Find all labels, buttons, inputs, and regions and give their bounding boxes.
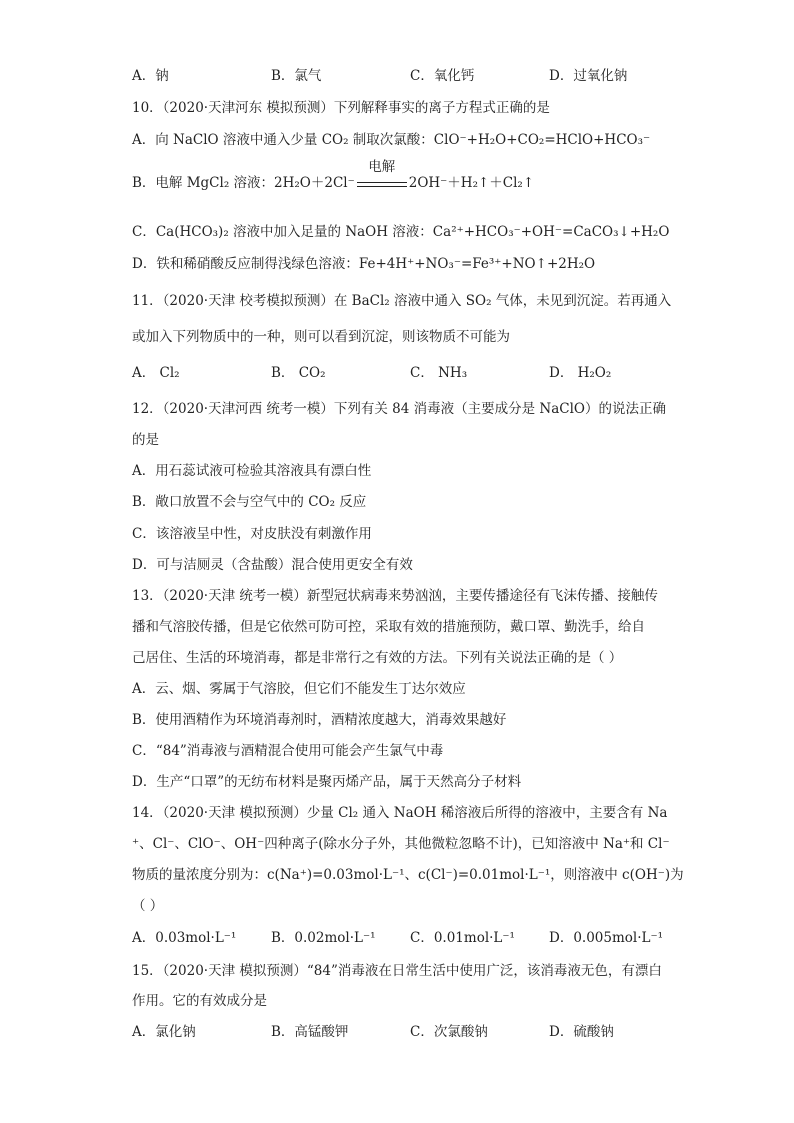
q10-option-b	[132, 159, 535, 193]
electrolysis-arrow	[357, 159, 407, 187]
q9-option-d: D．过氧化钠	[549, 68, 628, 84]
q9-option-b: B．氯气	[271, 68, 322, 84]
q13-option-b: B．使用酒精作为环境消毒剂时，酒精浓度越大，消毒效果越好	[132, 712, 507, 728]
q11-option-c: C． NH₃	[410, 365, 468, 381]
q14-option-d: D．0.005mol·L⁻¹	[549, 930, 664, 946]
q14-stem-line2: ⁺、Cl⁻、ClO⁻、OH⁻四种离子(除水分子外，其他微粒忽略不计)，已知溶液中 Na⁺和 Cl⁻	[132, 836, 670, 852]
q10-option-b-right: 2OH⁻＋H₂↑＋Cl₂↑	[408, 175, 535, 191]
q11-option-b: B． CO₂	[271, 365, 326, 381]
q9-option-c: C．氧化钙	[410, 68, 475, 84]
q12-stem-line2: 的是	[132, 432, 159, 448]
q12-stem-line1: 12．（2020·天津河西 统考一模）下列有关 84 消毒液（主要成分是 NaClO）的说法正确	[132, 401, 666, 417]
q13-stem-line2: 播和气溶胶传播，但是它依然可防可控，采取有效的措施预防，戴口罩、勤洗手，给自	[132, 619, 645, 635]
q10-stem: 10．（2020·天津河东 模拟预测）下列解释事实的离子方程式正确的是	[132, 100, 550, 116]
q13-stem-line1: 13．（2020·天津 统考一模）新型冠状病毒来势汹汹，主要传播途径有飞沫传播、接触传	[132, 588, 658, 604]
q12-option-b: B．敞口放置不会与空气中的 CO₂ 反应	[132, 494, 367, 510]
q14-stem-line4: （ ）	[132, 898, 164, 914]
q11-option-d: D． H₂O₂	[549, 365, 612, 381]
q15-option-c: C．次氯酸钠	[410, 1024, 488, 1040]
q13-option-c: C．“84”消毒液与酒精混合使用可能会产生氯气中毒	[132, 743, 444, 759]
q10-option-b-left: B．电解 MgCl₂ 溶液：2H₂O＋2Cl⁻	[132, 175, 355, 191]
q14-option-b: B．0.02mol·L⁻¹	[271, 930, 376, 946]
q15-stem-line2: 作用。它的有效成分是	[132, 993, 267, 1009]
q11-stem-line2: 或加入下列物质中的一种，则可以看到沉淀，则该物质不可能为	[132, 329, 510, 345]
q13-option-a: A．云、烟、雾属于气溶胶，但它们不能发生丁达尔效应	[132, 681, 466, 697]
q9-option-a: A．钠	[132, 68, 169, 84]
q15-option-d: D．硫酸钠	[549, 1024, 614, 1040]
q10-option-a: A．向 NaClO 溶液中通入少量 CO₂ 制取次氯酸：ClO⁻+H₂O+CO₂=HClO+HCO₃⁻	[132, 132, 651, 148]
q11-stem-line1: 11．（2020·天津 校考模拟预测）在 BaCl₂ 溶液中通入 SO₂ 气体，未见到沉淀。若再通入	[132, 293, 672, 309]
q15-option-b: B．高锰酸钾	[271, 1024, 349, 1040]
q14-stem-line1: 14．（2020·天津 模拟预测）少量 Cl₂ 通入 NaOH 稀溶液后所得的溶液中，主要含有 Na	[132, 805, 668, 821]
q14-stem-line3: 物质的量浓度分别为：c(Na⁺)=0.03mol·L⁻¹、c(Cl⁻)=0.01mol·L⁻¹，则溶液中 c(OH⁻)为	[132, 867, 684, 883]
q15-stem-line1: 15．（2020·天津 模拟预测）“84”消毒液在日常生活中使用广泛，该消毒液无色，有漂白	[132, 963, 662, 979]
q12-option-d: D．可与洁厕灵（含盐酸）混合使用更安全有效	[132, 557, 413, 573]
electrolysis-label: 电解	[368, 159, 396, 175]
q14-option-c: C．0.01mol·L⁻¹	[410, 930, 515, 946]
q13-option-d: D．生产“口罩”的无纺布材料是聚丙烯产品，属于天然高分子材料	[132, 774, 522, 790]
q12-option-c: C．该溶液呈中性，对皮肤没有刺激作用	[132, 526, 372, 542]
q14-option-a: A．0.03mol·L⁻¹	[132, 930, 237, 946]
q10-option-c: C．Ca(HCO₃)₂ 溶液中加入足量的 NaOH 溶液：Ca²⁺+HCO₃⁻+OH⁻=CaCO₃↓+H₂O	[132, 224, 670, 240]
q13-stem-line3: 己居住、生活的环境消毒，都是非常行之有效的方法。下列有关说法正确的是（ ）	[132, 650, 623, 666]
q10-option-d: D．铁和稀硝酸反应制得浅绿色溶液：Fe+4H⁺+NO₃⁻=Fe³⁺+NO↑+2H₂O	[132, 256, 596, 272]
q15-option-a: A．氯化钠	[132, 1024, 196, 1040]
q12-option-a: A．用石蕊试液可检验其溶液具有漂白性	[132, 463, 372, 479]
q11-option-a: A． Cl₂	[132, 365, 180, 381]
